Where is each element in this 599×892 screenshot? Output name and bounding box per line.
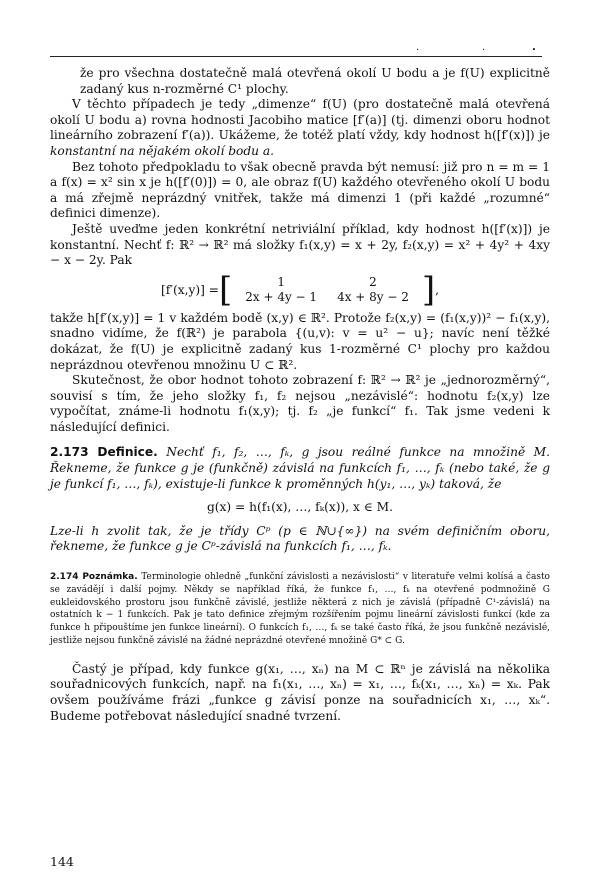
- left-bracket: [: [218, 269, 233, 310]
- paragraph-coordinates: Častý je případ, kdy funkce g(x₁, …, xₙ) na M ⊂ ℝⁿ je závislá na několika souřadnicových funkcích, např. na f₁(x₁, …, xₙ) = x₁, …, fₖ(x₁, …, xₙ) = xₖ. Pak ovšem používáme frázi „funkce g závisí ponze na souřadnicích x₁, …, xₖ“. Budeme potřebovat následující snadné tvrzení.: [50, 661, 550, 723]
- jacobian-matrix: [50, 269, 550, 310]
- header-mark: .: [482, 42, 486, 53]
- remark-text: Terminologie ohledně „funkční závislosti a nezávislosti“ v literatuře velmi kolísá a často se zavádějí i další pojmy. Někdy se například říká, že funkce f₁, …, fₖ na otevřené podmnožině G eukleidovského prostoru jsou funkčně závislé, jestliže některá z nich je závislá (případně C¹-závislá) na ostatních k − 1 funkcích. Pak je tato definice zřejmým rozšířením pojmu lineární závislosti funkcí (kde za funkce h připouštíme jen funkce lineární). O funkcích f₁, …, fₖ se také často říká, že jsou funkčně nezávislé, jestliže nejsou funkčně závislé na žádné neprázdné otevřené množině G* ⊂ G.: [50, 572, 550, 647]
- matrix-tail: ,: [435, 282, 440, 297]
- matrix-cell: 4x + 8y − 2: [337, 289, 409, 304]
- page-body: [50, 66, 550, 724]
- matrix-cell: 1: [277, 274, 285, 289]
- matrix-table: [235, 275, 419, 305]
- remark-block: [50, 571, 550, 648]
- definition-text: Nechť f₁, f₂, …, fₖ, g jsou reálné funkce na množině M. Řekneme, že funkce g je (funkčně) závislá na funkcích f₁, …, fₖ (nebo také, že g je funkcí f₁, …, fₖ), existuje-li funkce k proměnných h(y₁, …, yₖ) taková, že: [50, 445, 550, 491]
- paragraph-continuation: že pro všechna dostatečně malá otevřená okolí U bodu a je f(U) explicitně zadaný kus n-rozměrné C¹ plochy.: [80, 66, 550, 96]
- paragraph-text: V těchto případech je tedy „dimenze“ f(U) (pro dostatečně malá otevřená okolí U bodu a) rovna hodnosti Jacobiho matice [f′(a)] (tj. dimenzi oboru hodnot lineárního zobrazení f′(a)). Ukážeme, že totéž platí vždy, kdy hodnost h([f′(x)]) je: [50, 97, 550, 143]
- matrix-cell: 2: [369, 274, 377, 289]
- matrix-cell: 2x + 4y − 1: [245, 289, 318, 304]
- paragraph-dimension: [50, 97, 550, 159]
- header-mark: .: [532, 42, 536, 53]
- paragraph-example: Ještě uveďme jeden konkrétní netriviální příklad, kdy hodnost h([f′(x)]) je konstantní. Nechť f: ℝ² → ℝ² má složky f₁(x,y) = x + 2y, f₂(x,y) = x² + 4y² + 4xy − x − 2y. Pak: [50, 221, 550, 268]
- header-rule: [50, 56, 542, 57]
- paragraph-emphasis: konstantní na nějakém okolí bodu a.: [50, 143, 275, 158]
- page-number: 144: [50, 854, 74, 869]
- paragraph-counterexample: Bez tohoto předpokladu to však obecně pravda být nemusí: již pro n = m = 1 a f(x) = x² sin x je h([f′(0)]) = 0, ale obraz f(U) každého otevřeného okolí U bodu a má zřejmě neprázdný vnitřek, takže má dimenzi 1 (při každé „rozumné“ definici dimenze).: [50, 159, 550, 221]
- definition-label: 2.173 Definice.: [50, 445, 158, 460]
- definition-text-2: Lze-li h zvolit tak, že je třídy Cᵖ (p ∈ ℕ∪{∞}) na svém definičním oboru, řekneme, že funkce g je Cᵖ-závislá na funkcích f₁, …, fₖ.: [50, 523, 550, 554]
- paragraph-rank: takže h[f′(x,y)] = 1 v každém bodě (x,y) ∈ ℝ². Protože f₂(x,y) = (f₁(x,y))² − f₁(x,y), snadno vidíme, že f(ℝ²) je parabola {(u,v): v = u² − u}; navíc není těžké dokázat, že f(U) je explicitně zadaný kus 1-rozměrné C¹ plochy pro každou neprázdnou otevřenou množinu U ⊂ ℝ².: [50, 310, 550, 372]
- remark-label: 2.174 Poznámka.: [50, 572, 138, 583]
- definition-block: [50, 445, 550, 492]
- matrix-lhs: [f′(x,y)] =: [160, 282, 219, 297]
- definition-formula: g(x) = h(f₁(x), …, fₖ(x)), x ∈ M.: [206, 500, 394, 515]
- header-mark: .: [416, 42, 420, 53]
- right-bracket: ]: [421, 269, 436, 310]
- paragraph-dependence: Skutečnost, že obor hodnot tohoto zobrazení f: ℝ² → ℝ² je „jednorozměrný“, souvisí s tím, že jeho složky f₁, f₂ nejsou „nezávislé“: hodnotu f₂(x,y) lze vypočítat, známe-li hodnotu f₁(x,y); tj. f₂ „je funkcí“ f₁. Tak jsme vedeni k následující definici.: [50, 373, 550, 434]
- definition-continuation: [50, 524, 550, 555]
